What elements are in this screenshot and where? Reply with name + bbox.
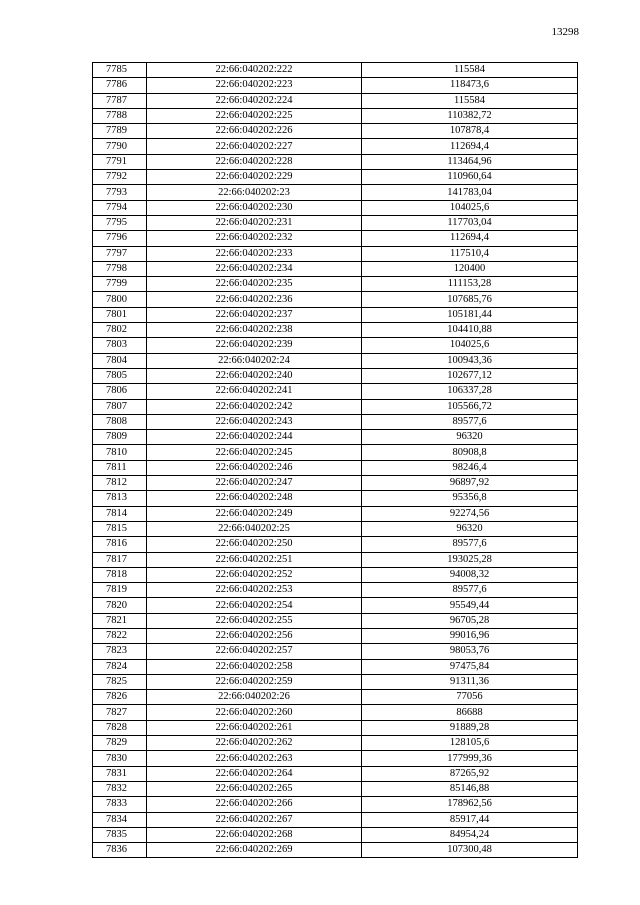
cadastral-value-cell: 96897,92 [362, 476, 578, 491]
row-number-cell: 7813 [93, 491, 147, 506]
table-row [93, 246, 578, 261]
row-number-cell: 7825 [93, 674, 147, 689]
cadastral-number-cell: 22:66:040202:242 [147, 399, 362, 414]
row-number-cell: 7827 [93, 705, 147, 720]
table-row [93, 537, 578, 552]
cadastral-value-cell: 96320 [362, 521, 578, 536]
row-number-cell: 7809 [93, 430, 147, 445]
cadastral-number-cell: 22:66:040202:225 [147, 108, 362, 123]
cadastral-number-cell: 22:66:040202:260 [147, 705, 362, 720]
table-row [93, 445, 578, 460]
cadastral-value-cell: 96320 [362, 430, 578, 445]
row-number-cell: 7799 [93, 277, 147, 292]
table-row [93, 200, 578, 215]
table-row [93, 108, 578, 123]
table-row [93, 751, 578, 766]
cadastral-value-cell: 94008,32 [362, 567, 578, 582]
cadastral-value-cell: 89577,6 [362, 583, 578, 598]
cadastral-value-cell: 87265,92 [362, 766, 578, 781]
cadastral-value-cell: 111153,28 [362, 277, 578, 292]
cadastral-value-cell: 112694,4 [362, 139, 578, 154]
table-row [93, 307, 578, 322]
cadastral-value-cell: 98053,76 [362, 644, 578, 659]
table-row [93, 154, 578, 169]
table-row [93, 843, 578, 858]
cadastral-value-cell: 115584 [362, 93, 578, 108]
cadastral-number-cell: 22:66:040202:236 [147, 292, 362, 307]
cadastral-value-cell: 102677,12 [362, 368, 578, 383]
cadastral-number-cell: 22:66:040202:239 [147, 338, 362, 353]
cadastral-number-cell: 22:66:040202:231 [147, 215, 362, 230]
row-number-cell: 7802 [93, 323, 147, 338]
cadastral-number-cell: 22:66:040202:253 [147, 583, 362, 598]
cadastral-number-cell: 22:66:040202:264 [147, 766, 362, 781]
table-row [93, 628, 578, 643]
cadastral-value-cell: 91311,36 [362, 674, 578, 689]
row-number-cell: 7793 [93, 185, 147, 200]
table-row [93, 736, 578, 751]
cadastral-number-cell: 22:66:040202:234 [147, 261, 362, 276]
cadastral-number-cell: 22:66:040202:259 [147, 674, 362, 689]
cadastral-number-cell: 22:66:040202:25 [147, 521, 362, 536]
table-row [93, 797, 578, 812]
table-row [93, 414, 578, 429]
cadastral-value-cell: 177999,36 [362, 751, 578, 766]
cadastral-number-cell: 22:66:040202:245 [147, 445, 362, 460]
cadastral-value-cell: 104025,6 [362, 338, 578, 353]
row-number-cell: 7824 [93, 659, 147, 674]
table-row [93, 674, 578, 689]
table-row [93, 460, 578, 475]
cadastral-value-cell: 112694,4 [362, 231, 578, 246]
cadastral-value-cell: 107300,48 [362, 843, 578, 858]
cadastral-value-cell: 84954,24 [362, 827, 578, 842]
cadastral-number-cell: 22:66:040202:24 [147, 353, 362, 368]
cadastral-number-cell: 22:66:040202:226 [147, 124, 362, 139]
cadastral-number-cell: 22:66:040202:249 [147, 506, 362, 521]
cadastral-number-cell: 22:66:040202:238 [147, 323, 362, 338]
cadastral-value-cell: 120400 [362, 261, 578, 276]
row-number-cell: 7811 [93, 460, 147, 475]
table-row [93, 323, 578, 338]
cadastral-value-cell: 100943,36 [362, 353, 578, 368]
row-number-cell: 7803 [93, 338, 147, 353]
cadastral-number-cell: 22:66:040202:263 [147, 751, 362, 766]
cadastral-value-cell: 107878,4 [362, 124, 578, 139]
cadastral-number-cell: 22:66:040202:254 [147, 598, 362, 613]
cadastral-number-cell: 22:66:040202:247 [147, 476, 362, 491]
table-row [93, 552, 578, 567]
cadastral-value-cell: 105181,44 [362, 307, 578, 322]
row-number-cell: 7822 [93, 628, 147, 643]
cadastral-number-cell: 22:66:040202:232 [147, 231, 362, 246]
table-row [93, 613, 578, 628]
cadastral-value-cell: 117703,04 [362, 215, 578, 230]
row-number-cell: 7808 [93, 414, 147, 429]
cadastral-value-cell: 110960,64 [362, 170, 578, 185]
row-number-cell: 7788 [93, 108, 147, 123]
table-row [93, 384, 578, 399]
table-body [93, 63, 578, 858]
table-row [93, 720, 578, 735]
table-row [93, 827, 578, 842]
cadastral-value-cell: 128105,6 [362, 736, 578, 751]
row-number-cell: 7830 [93, 751, 147, 766]
cadastral-value-cell: 95549,44 [362, 598, 578, 613]
cadastral-value-cell: 113464,96 [362, 154, 578, 169]
cadastral-value-cell: 89577,6 [362, 537, 578, 552]
cadastral-value-cell: 104410,88 [362, 323, 578, 338]
table-row [93, 476, 578, 491]
cadastral-value-cell: 95356,8 [362, 491, 578, 506]
cadastral-value-cell: 106337,28 [362, 384, 578, 399]
row-number-cell: 7810 [93, 445, 147, 460]
table-row [93, 583, 578, 598]
cadastral-number-cell: 22:66:040202:240 [147, 368, 362, 383]
row-number-cell: 7791 [93, 154, 147, 169]
page-number: 13298 [551, 26, 579, 38]
table-row [93, 215, 578, 230]
cadastral-number-cell: 22:66:040202:252 [147, 567, 362, 582]
table-row [93, 812, 578, 827]
cadastral-value-cell: 89577,6 [362, 414, 578, 429]
table-row [93, 170, 578, 185]
cadastral-number-cell: 22:66:040202:23 [147, 185, 362, 200]
row-number-cell: 7821 [93, 613, 147, 628]
row-number-cell: 7796 [93, 231, 147, 246]
cadastral-value-cell: 85917,44 [362, 812, 578, 827]
row-number-cell: 7836 [93, 843, 147, 858]
table-row [93, 124, 578, 139]
row-number-cell: 7820 [93, 598, 147, 613]
table-row [93, 506, 578, 521]
cadastral-number-cell: 22:66:040202:256 [147, 628, 362, 643]
cadastral-number-cell: 22:66:040202:222 [147, 63, 362, 78]
cadastral-value-cell: 97475,84 [362, 659, 578, 674]
cadastral-number-cell: 22:66:040202:227 [147, 139, 362, 154]
cadastral-value-cell: 117510,4 [362, 246, 578, 261]
cadastral-number-cell: 22:66:040202:243 [147, 414, 362, 429]
table-row [93, 353, 578, 368]
row-number-cell: 7832 [93, 781, 147, 796]
row-number-cell: 7818 [93, 567, 147, 582]
row-number-cell: 7833 [93, 797, 147, 812]
table-row [93, 521, 578, 536]
row-number-cell: 7826 [93, 690, 147, 705]
cadastral-value-cell: 85146,88 [362, 781, 578, 796]
row-number-cell: 7819 [93, 583, 147, 598]
cadastral-number-cell: 22:66:040202:261 [147, 720, 362, 735]
cadastral-number-cell: 22:66:040202:224 [147, 93, 362, 108]
cadastral-number-cell: 22:66:040202:230 [147, 200, 362, 215]
cadastral-number-cell: 22:66:040202:250 [147, 537, 362, 552]
cadastral-number-cell: 22:66:040202:255 [147, 613, 362, 628]
table-row [93, 705, 578, 720]
row-number-cell: 7800 [93, 292, 147, 307]
cadastral-number-cell: 22:66:040202:229 [147, 170, 362, 185]
table-row [93, 63, 578, 78]
row-number-cell: 7812 [93, 476, 147, 491]
row-number-cell: 7787 [93, 93, 147, 108]
table-row [93, 93, 578, 108]
table-row [93, 690, 578, 705]
cadastral-number-cell: 22:66:040202:235 [147, 277, 362, 292]
table-row [93, 781, 578, 796]
table-row [93, 766, 578, 781]
cadastral-number-cell: 22:66:040202:228 [147, 154, 362, 169]
cadastral-number-cell: 22:66:040202:26 [147, 690, 362, 705]
cadastral-value-cell: 80908,8 [362, 445, 578, 460]
row-number-cell: 7794 [93, 200, 147, 215]
cadastral-number-cell: 22:66:040202:233 [147, 246, 362, 261]
row-number-cell: 7831 [93, 766, 147, 781]
cadastral-value-cell: 193025,28 [362, 552, 578, 567]
cadastral-value-cell: 178962,56 [362, 797, 578, 812]
cadastral-number-cell: 22:66:040202:248 [147, 491, 362, 506]
row-number-cell: 7801 [93, 307, 147, 322]
cadastral-number-cell: 22:66:040202:246 [147, 460, 362, 475]
cadastral-number-cell: 22:66:040202:257 [147, 644, 362, 659]
table-row [93, 231, 578, 246]
cadastral-value-cell: 115584 [362, 63, 578, 78]
cadastral-value-cell: 107685,76 [362, 292, 578, 307]
row-number-cell: 7815 [93, 521, 147, 536]
table-row [93, 338, 578, 353]
row-number-cell: 7804 [93, 353, 147, 368]
row-number-cell: 7795 [93, 215, 147, 230]
table-row [93, 430, 578, 445]
cadastral-number-cell: 22:66:040202:267 [147, 812, 362, 827]
cadastral-number-cell: 22:66:040202:258 [147, 659, 362, 674]
cadastral-value-cell: 141783,04 [362, 185, 578, 200]
cadastral-number-cell: 22:66:040202:244 [147, 430, 362, 445]
cadastral-value-cell: 86688 [362, 705, 578, 720]
table-row [93, 368, 578, 383]
row-number-cell: 7835 [93, 827, 147, 842]
table-row [93, 292, 578, 307]
row-number-cell: 7785 [93, 63, 147, 78]
cadastral-value-cell: 99016,96 [362, 628, 578, 643]
row-number-cell: 7806 [93, 384, 147, 399]
cadastral-number-cell: 22:66:040202:223 [147, 78, 362, 93]
row-number-cell: 7823 [93, 644, 147, 659]
table-row [93, 185, 578, 200]
table-row [93, 598, 578, 613]
cadastral-number-cell: 22:66:040202:241 [147, 384, 362, 399]
cadastral-number-cell: 22:66:040202:265 [147, 781, 362, 796]
table-row [93, 567, 578, 582]
row-number-cell: 7814 [93, 506, 147, 521]
cadastral-value-cell: 91889,28 [362, 720, 578, 735]
row-number-cell: 7790 [93, 139, 147, 154]
cadastral-value-cell: 105566,72 [362, 399, 578, 414]
table-row [93, 139, 578, 154]
cadastral-value-cell: 104025,6 [362, 200, 578, 215]
row-number-cell: 7828 [93, 720, 147, 735]
cadastral-value-cell: 96705,28 [362, 613, 578, 628]
cadastral-value-cell: 110382,72 [362, 108, 578, 123]
cadastral-number-cell: 22:66:040202:237 [147, 307, 362, 322]
cadastral-value-cell: 118473,6 [362, 78, 578, 93]
table-row [93, 78, 578, 93]
row-number-cell: 7797 [93, 246, 147, 261]
table-row [93, 659, 578, 674]
row-number-cell: 7786 [93, 78, 147, 93]
row-number-cell: 7834 [93, 812, 147, 827]
table-row [93, 399, 578, 414]
row-number-cell: 7789 [93, 124, 147, 139]
row-number-cell: 7805 [93, 368, 147, 383]
cadastral-number-cell: 22:66:040202:269 [147, 843, 362, 858]
table-row [93, 644, 578, 659]
cadastral-number-cell: 22:66:040202:268 [147, 827, 362, 842]
cadastral-number-cell: 22:66:040202:251 [147, 552, 362, 567]
table-row [93, 261, 578, 276]
cadastral-number-cell: 22:66:040202:262 [147, 736, 362, 751]
table-row [93, 277, 578, 292]
row-number-cell: 7816 [93, 537, 147, 552]
cadastral-value-table [92, 62, 578, 858]
cadastral-number-cell: 22:66:040202:266 [147, 797, 362, 812]
row-number-cell: 7798 [93, 261, 147, 276]
row-number-cell: 7817 [93, 552, 147, 567]
table-row [93, 491, 578, 506]
cadastral-value-cell: 98246,4 [362, 460, 578, 475]
row-number-cell: 7829 [93, 736, 147, 751]
cadastral-value-cell: 77056 [362, 690, 578, 705]
cadastral-value-cell: 92274,56 [362, 506, 578, 521]
row-number-cell: 7792 [93, 170, 147, 185]
row-number-cell: 7807 [93, 399, 147, 414]
